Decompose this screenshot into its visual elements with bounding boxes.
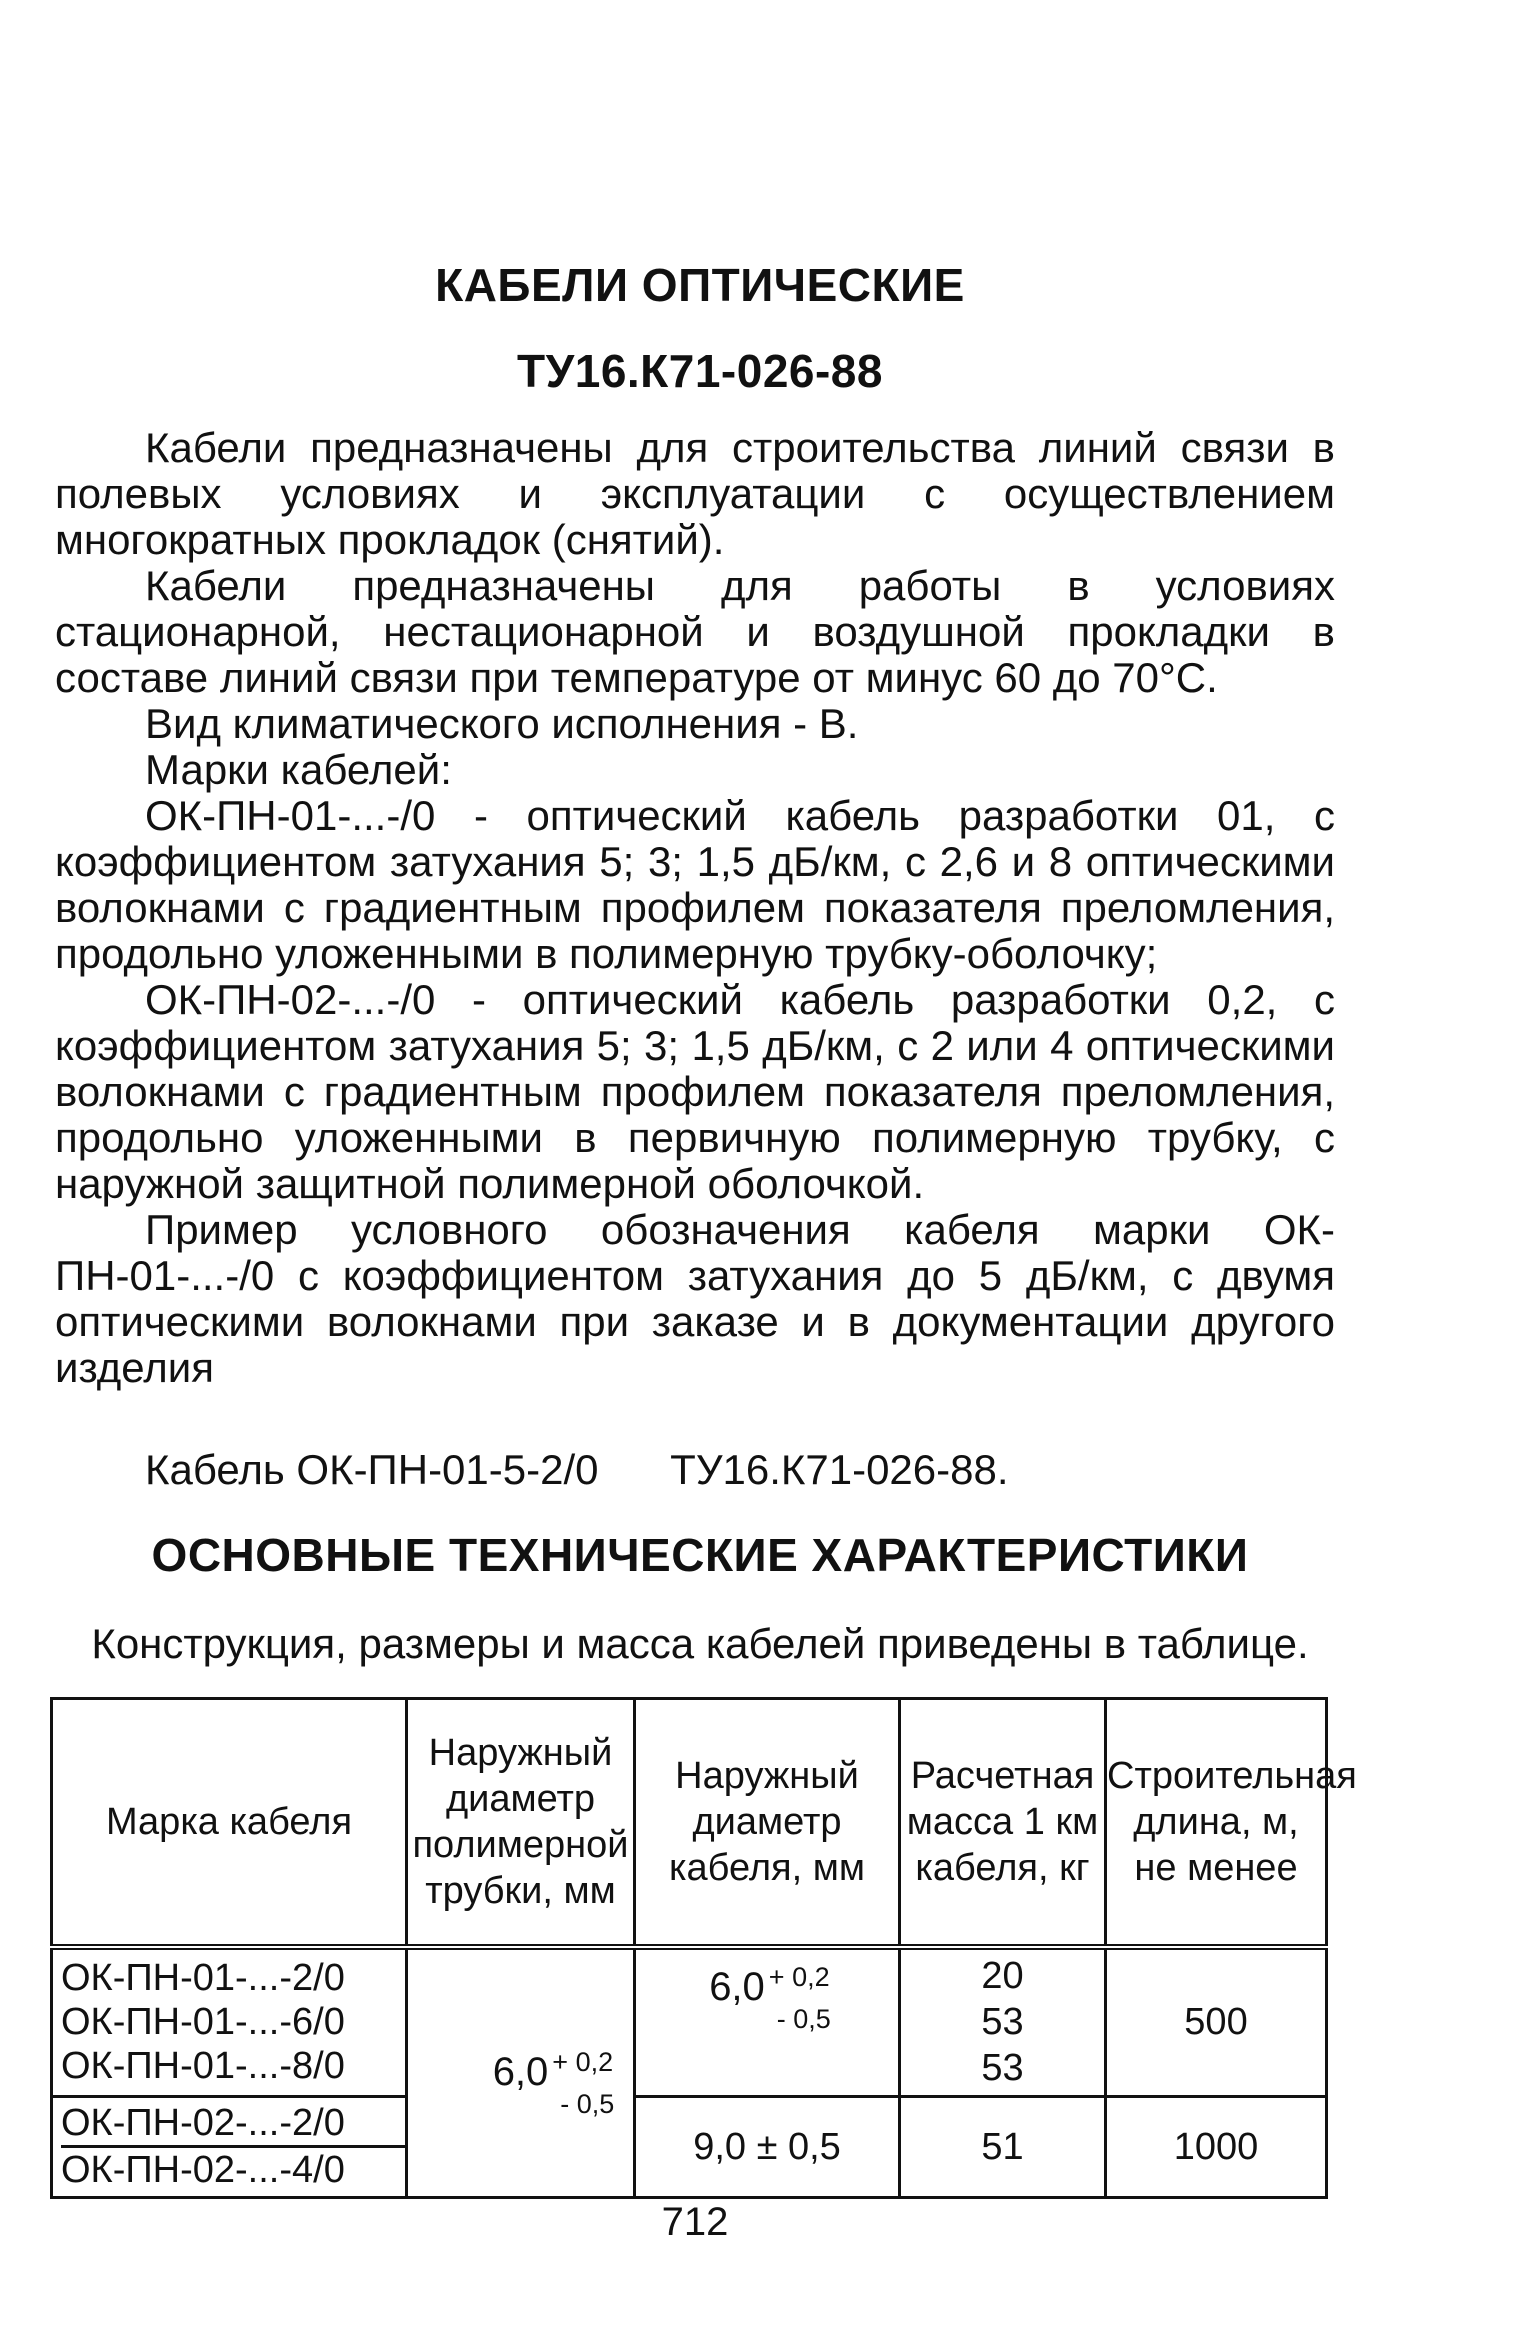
table-cell-cable-diameter-01 xyxy=(635,1947,900,2097)
page-number: 712 xyxy=(661,2200,729,2244)
spec-table xyxy=(50,1697,1357,2199)
paragraph-conditions: Кабели предназначены для работы в условиях стационарной, нестационарной и воздушной прокладки в составе линий связи при температуре от минус 60 до 70°С. xyxy=(55,562,1335,701)
header-mass: Расчетная масса 1 км кабеля, кг xyxy=(900,1699,1106,1947)
brand-row: ОК-ПН-01-...-8/0 xyxy=(61,2045,345,2088)
brand-row: ОК-ПН-01-...-6/0 xyxy=(61,2001,345,2044)
table-cell-mass-02: 51 xyxy=(900,2096,1106,2197)
paragraph-brand-02: ОК-ПН-02-...-/0 - оптический кабель разработки 0,2, с коэффициентом затухания 5; 3; 1,5 дБ/км, с 2 или 4 оптическими волокнами с градиентным профилем показателя преломления, продольно уложенными в первичную полимерную трубку, с наружной защитной полимерной оболочкой. xyxy=(55,976,1335,1207)
brand-row: ОК-ПН-02-...-2/0 xyxy=(61,2101,405,2148)
document-title: КАБЕЛИ ОПТИЧЕСКИЕ xyxy=(435,259,965,311)
cable-diameter-value: 6,0 + 0,2 - 0,5 xyxy=(709,1961,831,2034)
table-cell-length-02: 1000 xyxy=(1106,2096,1327,2197)
table-cell-brands-02 xyxy=(52,2096,407,2197)
section-title: ОСНОВНЫЕ ТЕХНИЧЕСКИЕ ХАРАКТЕРИСТИКИ xyxy=(151,1529,1249,1581)
table-cell-length-01: 500 xyxy=(1106,1947,1327,2097)
brand-row: ОК-ПН-02-...-4/0 xyxy=(61,2149,345,2192)
table-cell-mass-01: 20 53 53 xyxy=(900,1947,1106,2097)
header-length: Строительная длина, м, не менее xyxy=(1106,1699,1327,1947)
example-cable: Кабель ОК-ПН-01-5-2/0 xyxy=(145,1446,599,1493)
table-cell-tube-diameter xyxy=(407,1947,635,2198)
table-cell-cable-diameter-02: 9,0 ± 0,5 xyxy=(635,2096,900,2197)
header-brand: Марка кабеля xyxy=(52,1699,407,1947)
header-cable-diameter: Наружный диаметр кабеля, мм xyxy=(635,1699,900,1947)
example-spec: ТУ16.К71-026-88. xyxy=(670,1446,1009,1493)
paragraph-brands-heading: Марки кабелей: xyxy=(145,746,452,793)
header-tube-diameter: Наружный диаметр полимерной трубки, мм xyxy=(407,1699,635,1947)
tube-diameter-value: 6,0 + 0,2 - 0,5 xyxy=(492,2047,615,2120)
spec-code: ТУ16.К71-026-88 xyxy=(517,345,883,397)
body-text xyxy=(55,425,1335,1391)
table-cell-brands-01 xyxy=(52,1947,407,2097)
paragraph-example: Пример условного обозначения кабеля марки ОК-ПН-01-...-/0 с коэффициентом затухания до 5 дБ/км, с двумя оптическими волокнами при заказе и в документации другого изделия xyxy=(55,1206,1335,1391)
paragraph-brand-01: ОК-ПН-01-...-/0 - оптический кабель разработки 01, с коэффициентом затухания 5; 3; 1,5 дБ/км, с 2,6 и 8 оптическими волокнами с градиентным профилем показателя преломления, продольно уложенными в полимерную трубку-оболочку; xyxy=(55,792,1335,977)
table-intro: Конструкция, размеры и масса кабелей приведены в таблице. xyxy=(91,1620,1309,1667)
paragraph-climate: Вид климатического исполнения - В. xyxy=(145,700,859,747)
paragraph-purpose: Кабели предназначены для строительства линий связи в полевых условиях и эксплуатации с осуществлением многократных прокладок (снятий). xyxy=(55,424,1335,563)
example-designation xyxy=(145,1446,1009,1494)
brand-row: ОК-ПН-01-...-2/0 xyxy=(61,1957,345,2000)
